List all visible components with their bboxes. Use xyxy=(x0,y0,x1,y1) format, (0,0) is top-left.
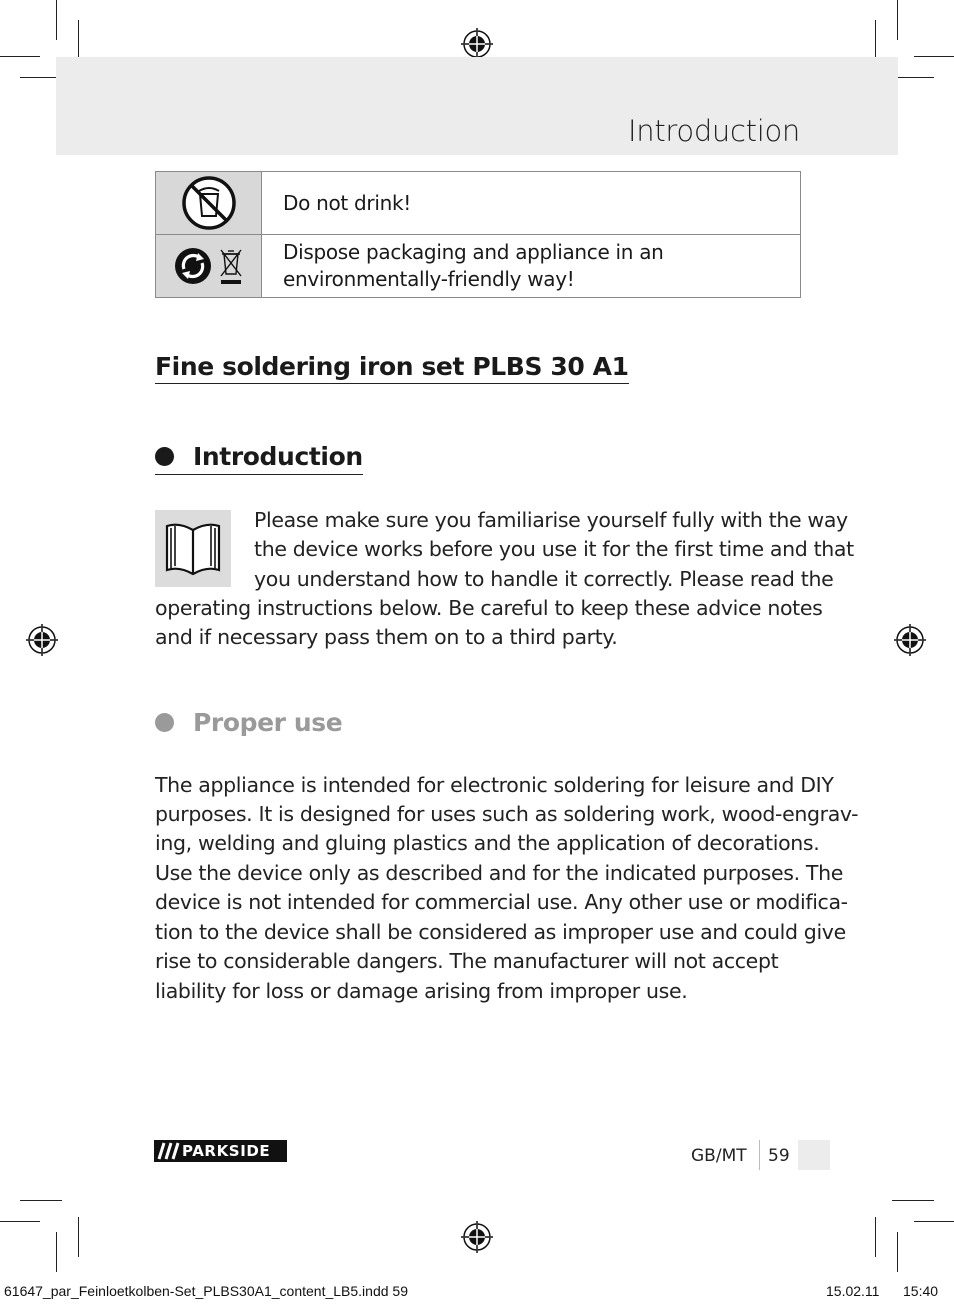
print-slug-file: 61647_par_Feinloetkolben-Set_PLBS30A1_content_LB5.indd 59 xyxy=(4,1283,408,1299)
crossed-bin-icon xyxy=(218,246,244,286)
section-heading-proper-use xyxy=(155,708,342,737)
paragraph-line: purposes. It is designed for uses such as soldering work, wood-engrav- xyxy=(155,802,859,826)
registration-mark-icon xyxy=(893,623,927,657)
footer-divider xyxy=(759,1140,760,1170)
brand-name: PARKSIDE xyxy=(182,1142,271,1160)
paragraph-line: liability for loss or damage arising from improper use. xyxy=(155,979,688,1003)
table-row xyxy=(156,172,801,235)
registration-mark-icon xyxy=(460,1220,494,1254)
icon-cell xyxy=(156,172,262,235)
locale-label: GB/MT xyxy=(691,1146,747,1166)
paragraph-line: ing, welding and gluing plastics and the application of decorations. xyxy=(155,831,820,855)
brand-logo xyxy=(154,1140,287,1162)
paragraph-line: The appliance is intended for electronic soldering for leisure and DIY xyxy=(155,773,834,797)
paragraph-line: Use the device only as described and for the indicated purposes. The xyxy=(155,861,843,885)
section-heading-label: Proper use xyxy=(193,708,343,737)
section-heading-introduction xyxy=(155,442,363,475)
paragraph-line: Please make sure you familiarise yourself fully with the way xyxy=(254,508,848,532)
paragraph-line: and if necessary pass them on to a third party. xyxy=(155,625,618,649)
print-slug-date: 15.02.11 xyxy=(826,1283,880,1299)
paragraph-line: operating instructions below. Be careful to keep these advice notes xyxy=(155,596,823,620)
registration-mark-icon xyxy=(460,27,494,61)
symbol-description: Dispose packaging and appliance in an environmentally-friendly way! xyxy=(262,235,801,298)
bullet-icon xyxy=(155,713,174,732)
symbols-table xyxy=(155,171,801,298)
page-number: 59 xyxy=(768,1146,790,1166)
paragraph-line: rise to considerable dangers. The manufacturer will not accept xyxy=(155,949,779,973)
paragraph-line: you understand how to handle it correctly. Please read the xyxy=(254,567,834,591)
logo-stripes-icon xyxy=(154,1140,182,1162)
table-row xyxy=(156,235,801,298)
paragraph-line: device is not intended for commercial use. Any other use or modifica- xyxy=(155,890,848,914)
section-heading-label: Introduction xyxy=(193,442,363,471)
symbol-description: Do not drink! xyxy=(262,172,801,235)
icon-cell xyxy=(156,235,262,298)
page-tab xyxy=(798,1140,830,1170)
paragraph-line: the device works before you use it for the first time and that xyxy=(254,537,854,561)
registration-mark-icon xyxy=(25,623,59,657)
page-title: Introduction xyxy=(627,114,800,148)
do-not-drink-icon xyxy=(181,175,237,231)
main-heading: Fine soldering iron set PLBS 30 A1 xyxy=(155,352,629,384)
paragraph-line: tion to the device shall be considered as improper use and could give xyxy=(155,920,846,944)
bullet-icon xyxy=(155,447,174,466)
read-manual-icon xyxy=(155,510,231,587)
recycle-icon xyxy=(174,247,212,285)
print-slug-time: 15:40 xyxy=(903,1283,939,1299)
